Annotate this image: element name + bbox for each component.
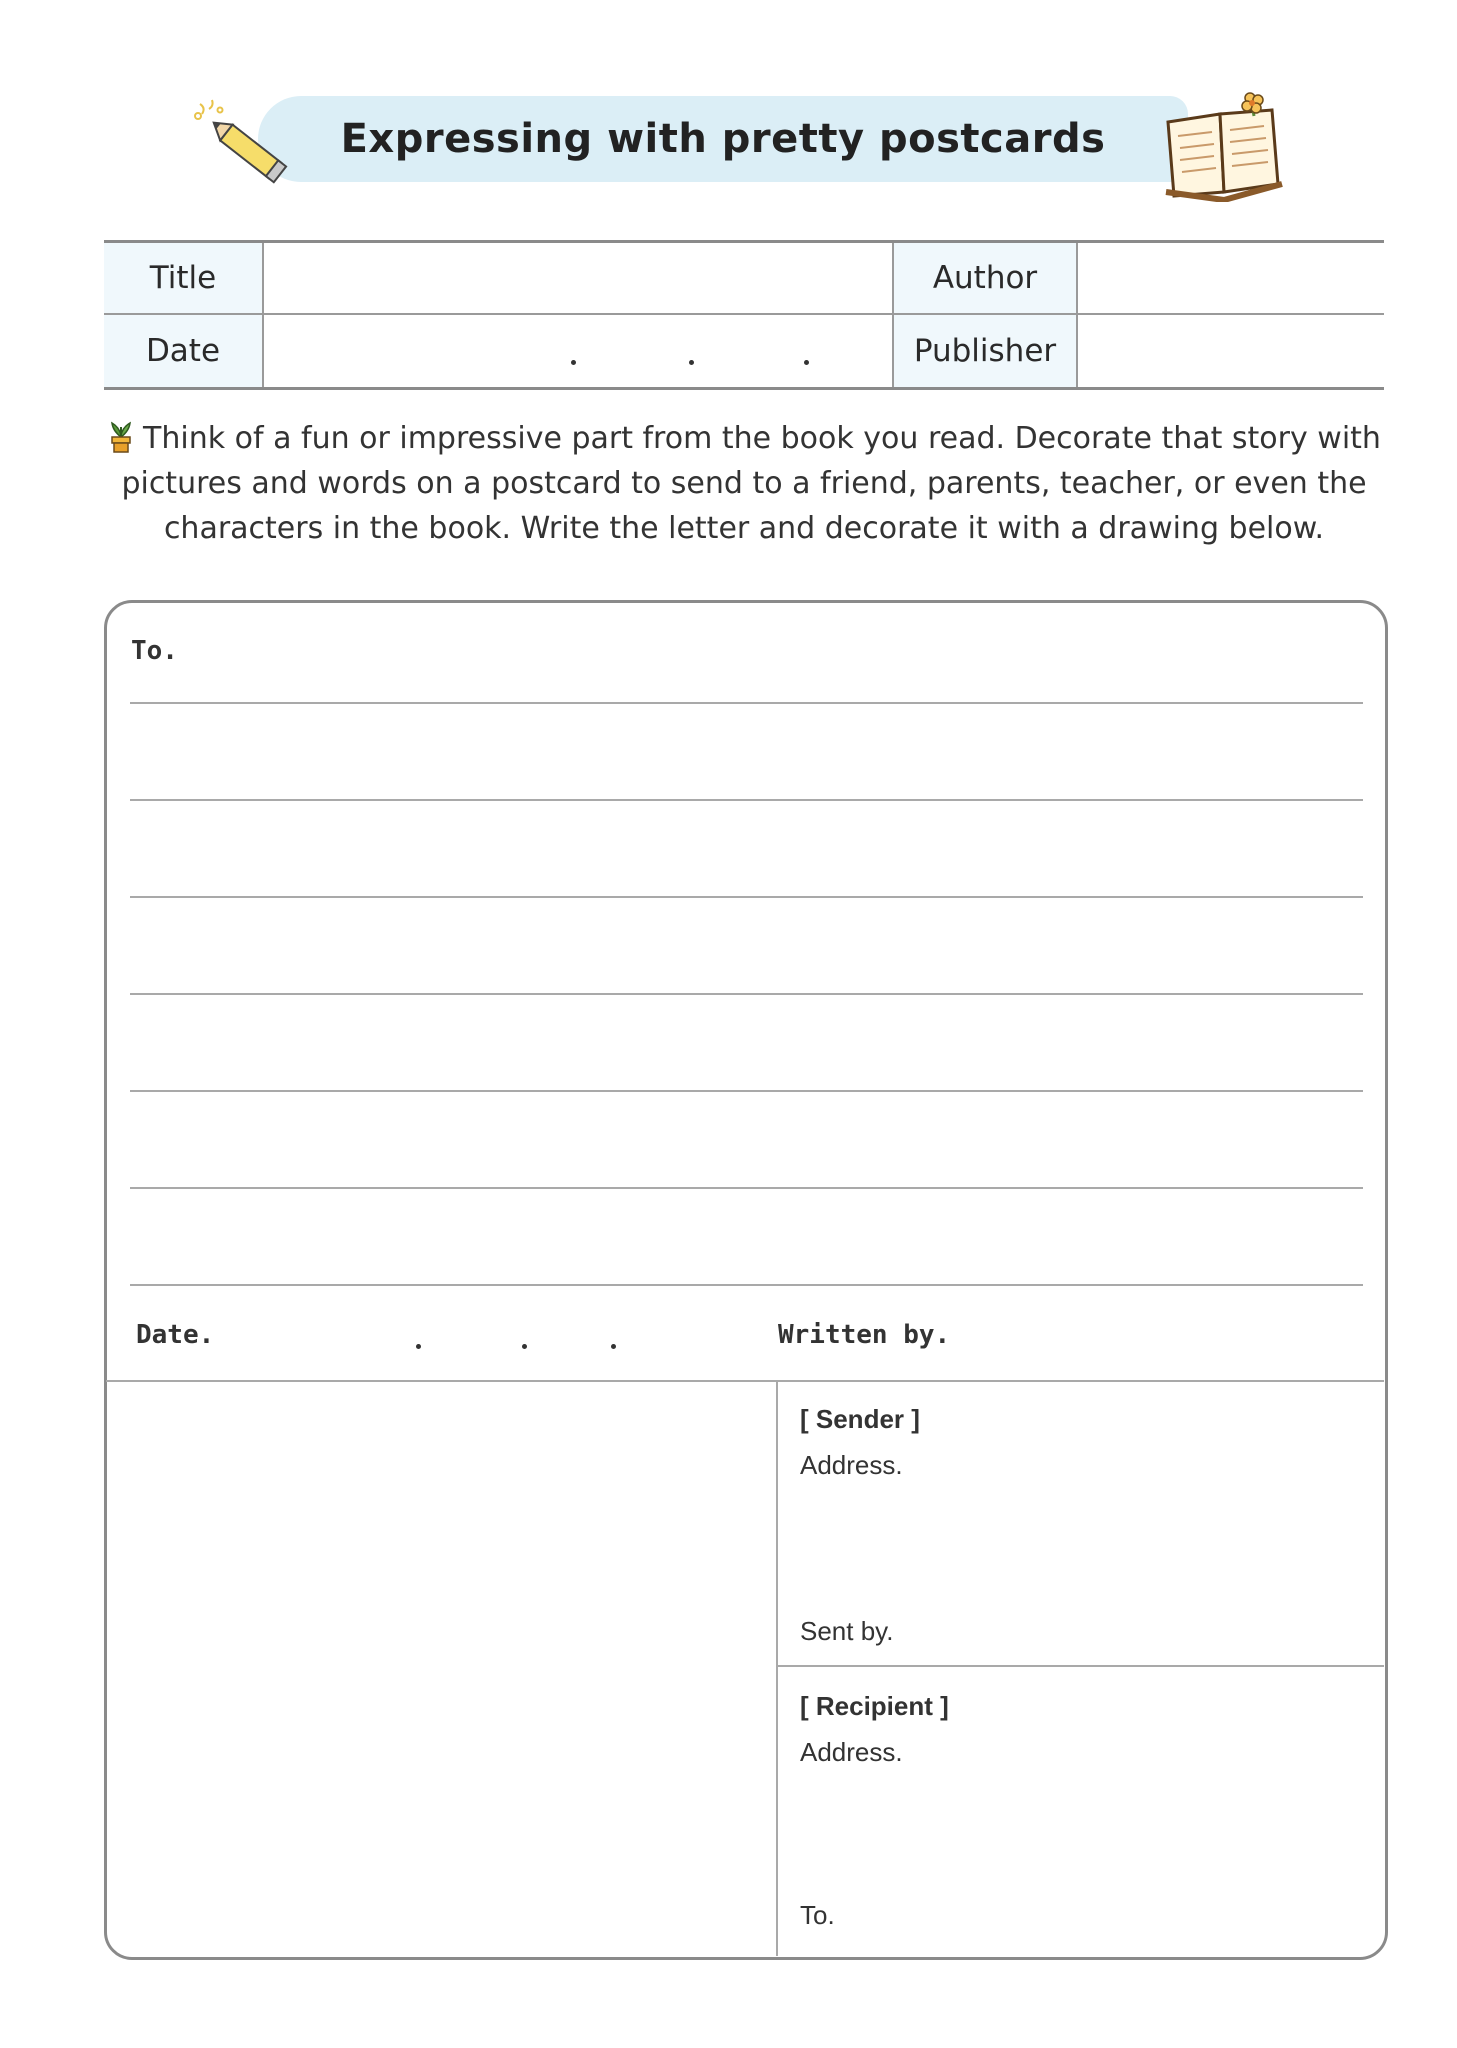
- writing-line[interactable]: [130, 1187, 1363, 1189]
- date-separator: [611, 1344, 616, 1349]
- writing-line[interactable]: [130, 799, 1363, 801]
- writing-line[interactable]: [130, 702, 1363, 704]
- sender-address-label: Address.: [800, 1450, 903, 1480]
- recipient-heading: [ Recipient ]: [800, 1691, 949, 1721]
- author-field[interactable]: [1078, 243, 1384, 313]
- address-row-divider: [777, 1665, 1384, 1667]
- written-by-label: Written by.: [778, 1320, 951, 1350]
- column-divider: [1076, 243, 1078, 387]
- book-info-table: [104, 240, 1384, 390]
- date-separator: [522, 1344, 527, 1349]
- to-label: To.: [131, 636, 178, 666]
- potted-plant-icon: [107, 421, 135, 453]
- date-label: Date: [104, 315, 262, 387]
- column-divider: [892, 243, 894, 387]
- instruction-label: Think of a fun or impressive part from the book you read. Decorate that story with pictures and words on a postcard to send to a friend, parents, teacher, or even the characters in the book. Write the letter and decorate it with a drawing below.: [121, 421, 1381, 546]
- address-column-divider: [776, 1381, 778, 1956]
- recipient-address-label: Address.: [800, 1737, 903, 1767]
- page-title: Expressing with pretty postcards: [340, 116, 1106, 162]
- section-divider: [106, 1380, 1384, 1382]
- author-label: Author: [894, 243, 1076, 313]
- pencil-icon: [190, 96, 310, 196]
- row-divider: [104, 313, 1384, 315]
- writing-line[interactable]: [130, 896, 1363, 898]
- instruction-text: [104, 416, 1384, 551]
- title-label: Title: [104, 243, 262, 313]
- date-field[interactable]: [264, 315, 892, 387]
- date-separator: [416, 1344, 421, 1349]
- title-field[interactable]: [264, 243, 892, 313]
- recipient-to-label: To.: [800, 1900, 835, 1930]
- publisher-field[interactable]: [1078, 315, 1384, 387]
- date-separator: [689, 360, 694, 365]
- date-separator: [571, 360, 576, 365]
- date-separator: [804, 360, 809, 365]
- sent-by-label: Sent by.: [800, 1616, 894, 1646]
- sender-heading: [ Sender ]: [800, 1404, 920, 1434]
- publisher-label: Publisher: [894, 315, 1076, 387]
- writing-line[interactable]: [130, 1284, 1363, 1286]
- drawing-area[interactable]: [108, 1383, 774, 1953]
- writing-line[interactable]: [130, 993, 1363, 995]
- column-divider: [262, 243, 264, 387]
- open-book-icon: [1160, 92, 1290, 202]
- letter-date-label: Date.: [136, 1320, 215, 1350]
- writing-line[interactable]: [130, 1090, 1363, 1092]
